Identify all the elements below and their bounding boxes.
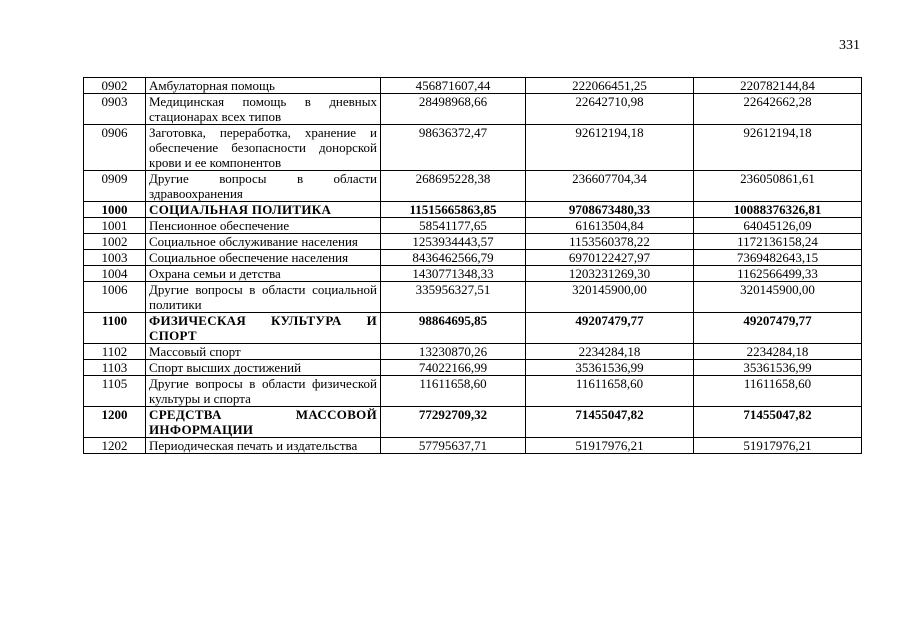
budget-name-cell: ФИЗИЧЕСКАЯ КУЛЬТУРА И СПОРТ [146, 313, 381, 344]
amount-cell-2: 11611658,60 [526, 376, 694, 407]
budget-name-cell: СРЕДСТВА МАССОВОЙ ИНФОРМАЦИИ [146, 407, 381, 438]
budget-name-cell: Заготовка, переработка, хранение и обеспечение безопасности донорской крови и ее компонентов [146, 125, 381, 171]
budget-name-cell: Спорт высших достижений [146, 360, 381, 376]
page-number: 331 [839, 38, 860, 53]
table-row [84, 250, 862, 266]
amount-cell-1: 58541177,65 [381, 218, 526, 234]
amount-cell-3: 236050861,61 [694, 171, 862, 202]
table-section-row [84, 407, 862, 438]
budget-name-cell: Амбулаторная помощь [146, 78, 381, 94]
budget-code-cell: 1100 [84, 313, 146, 344]
amount-cell-2: 22642710,98 [526, 94, 694, 125]
budget-code-cell: 1103 [84, 360, 146, 376]
amount-cell-1: 98864695,85 [381, 313, 526, 344]
budget-table [83, 77, 862, 454]
amount-cell-3: 10088376326,81 [694, 202, 862, 218]
amount-cell-3: 35361536,99 [694, 360, 862, 376]
amount-cell-1: 11515665863,85 [381, 202, 526, 218]
table-row [84, 94, 862, 125]
amount-cell-2: 320145900,00 [526, 282, 694, 313]
table-row [84, 171, 862, 202]
budget-name-cell: Медицинская помощь в дневных стационарах всех типов [146, 94, 381, 125]
amount-cell-3: 220782144,84 [694, 78, 862, 94]
budget-code-cell: 1102 [84, 344, 146, 360]
budget-code-cell: 1003 [84, 250, 146, 266]
amount-cell-2: 35361536,99 [526, 360, 694, 376]
table-row [84, 360, 862, 376]
table-row [84, 125, 862, 171]
amount-cell-3: 1162566499,33 [694, 266, 862, 282]
amount-cell-2: 1153560378,22 [526, 234, 694, 250]
amount-cell-3: 22642662,28 [694, 94, 862, 125]
table-row [84, 218, 862, 234]
table-row [84, 438, 862, 454]
amount-cell-3: 7369482643,15 [694, 250, 862, 266]
amount-cell-1: 456871607,44 [381, 78, 526, 94]
budget-code-cell: 0902 [84, 78, 146, 94]
amount-cell-1: 13230870,26 [381, 344, 526, 360]
amount-cell-1: 8436462566,79 [381, 250, 526, 266]
budget-name-cell: СОЦИАЛЬНАЯ ПОЛИТИКА [146, 202, 381, 218]
amount-cell-2: 6970122427,97 [526, 250, 694, 266]
amount-cell-3: 71455047,82 [694, 407, 862, 438]
budget-table-body [84, 78, 862, 454]
amount-cell-3: 1172136158,24 [694, 234, 862, 250]
amount-cell-3: 92612194,18 [694, 125, 862, 171]
table-row [84, 78, 862, 94]
amount-cell-3: 320145900,00 [694, 282, 862, 313]
budget-name-cell: Пенсионное обеспечение [146, 218, 381, 234]
table-row [84, 266, 862, 282]
amount-cell-2: 61613504,84 [526, 218, 694, 234]
amount-cell-3: 49207479,77 [694, 313, 862, 344]
amount-cell-1: 77292709,32 [381, 407, 526, 438]
amount-cell-2: 49207479,77 [526, 313, 694, 344]
budget-name-cell: Другие вопросы в области здравоохранения [146, 171, 381, 202]
budget-name-cell: Охрана семьи и детства [146, 266, 381, 282]
amount-cell-1: 98636372,47 [381, 125, 526, 171]
amount-cell-2: 51917976,21 [526, 438, 694, 454]
table-row [84, 282, 862, 313]
amount-cell-3: 11611658,60 [694, 376, 862, 407]
amount-cell-2: 2234284,18 [526, 344, 694, 360]
amount-cell-3: 2234284,18 [694, 344, 862, 360]
budget-name-cell: Другие вопросы в области физической культуры и спорта [146, 376, 381, 407]
amount-cell-1: 57795637,71 [381, 438, 526, 454]
budget-name-cell: Другие вопросы в области социальной политики [146, 282, 381, 313]
amount-cell-2: 9708673480,33 [526, 202, 694, 218]
amount-cell-2: 236607704,34 [526, 171, 694, 202]
amount-cell-1: 1430771348,33 [381, 266, 526, 282]
table-row [84, 234, 862, 250]
budget-code-cell: 0906 [84, 125, 146, 171]
amount-cell-2: 222066451,25 [526, 78, 694, 94]
table-row [84, 376, 862, 407]
amount-cell-3: 64045126,09 [694, 218, 862, 234]
table-row [84, 344, 862, 360]
budget-name-cell: Социальное обслуживание населения [146, 234, 381, 250]
budget-code-cell: 1200 [84, 407, 146, 438]
budget-code-cell: 0909 [84, 171, 146, 202]
budget-code-cell: 0903 [84, 94, 146, 125]
amount-cell-2: 71455047,82 [526, 407, 694, 438]
amount-cell-1: 74022166,99 [381, 360, 526, 376]
amount-cell-3: 51917976,21 [694, 438, 862, 454]
table-section-row [84, 202, 862, 218]
amount-cell-2: 1203231269,30 [526, 266, 694, 282]
amount-cell-2: 92612194,18 [526, 125, 694, 171]
amount-cell-1: 335956327,51 [381, 282, 526, 313]
amount-cell-1: 11611658,60 [381, 376, 526, 407]
amount-cell-1: 268695228,38 [381, 171, 526, 202]
budget-code-cell: 1002 [84, 234, 146, 250]
budget-code-cell: 1004 [84, 266, 146, 282]
budget-name-cell: Социальное обеспечение населения [146, 250, 381, 266]
amount-cell-1: 1253934443,57 [381, 234, 526, 250]
budget-code-cell: 1001 [84, 218, 146, 234]
table-section-row [84, 313, 862, 344]
budget-code-cell: 1006 [84, 282, 146, 313]
budget-code-cell: 1105 [84, 376, 146, 407]
budget-code-cell: 1202 [84, 438, 146, 454]
budget-code-cell: 1000 [84, 202, 146, 218]
amount-cell-1: 28498968,66 [381, 94, 526, 125]
budget-name-cell: Периодическая печать и издательства [146, 438, 381, 454]
budget-name-cell: Массовый спорт [146, 344, 381, 360]
